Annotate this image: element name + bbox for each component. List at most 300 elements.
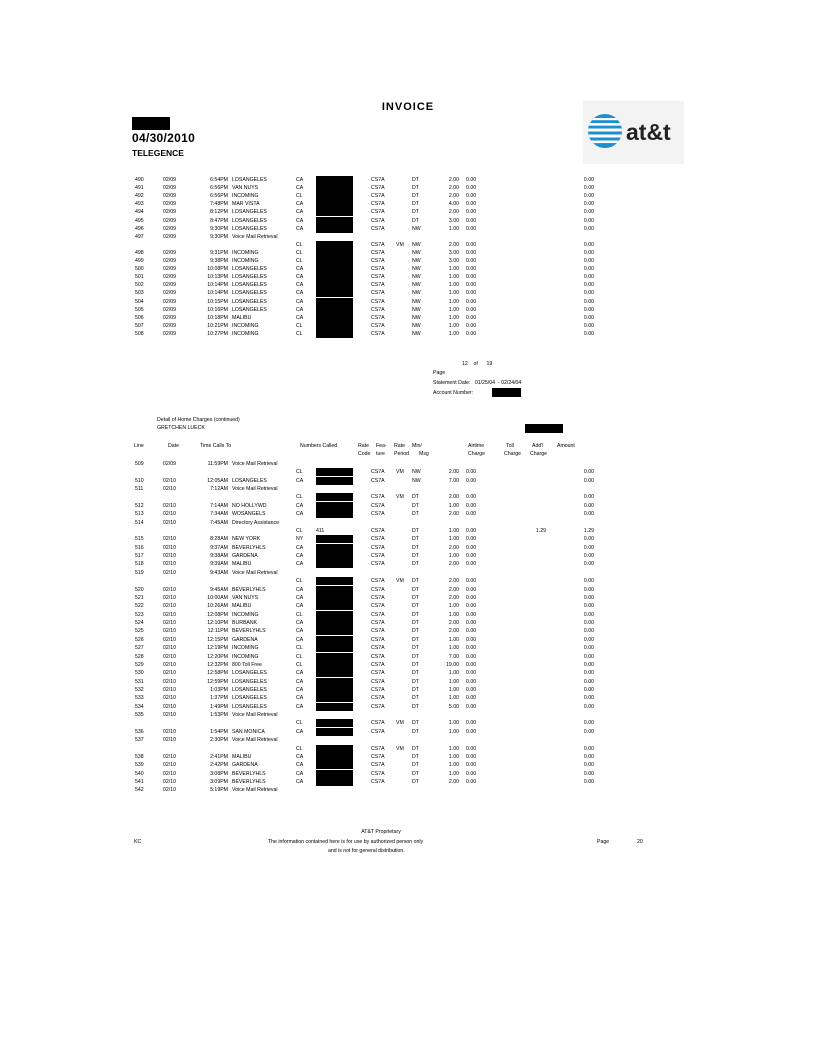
redacted-number (316, 761, 353, 769)
cell-calls-to: LOSANGELES (232, 217, 267, 224)
cell-date: 02/10 (163, 728, 176, 735)
cell-state: CA (296, 770, 304, 777)
table-row (0, 298, 816, 306)
table-row (0, 200, 816, 208)
cell-min-msg: 1.00 (448, 274, 459, 281)
cell-date: 02/09 (163, 266, 176, 273)
cell-amount: 0.00 (583, 266, 594, 273)
cell-calls-to: GARDENA (232, 553, 258, 560)
cell-state: CL (296, 661, 303, 668)
cell-rate-code: CS7A (371, 770, 385, 777)
table-row (0, 289, 816, 297)
cell-amount: 0.00 (583, 314, 594, 321)
cell-amount: 0.00 (583, 678, 594, 685)
cell-line: 504 (135, 298, 144, 305)
cell-rate-code: CS7A (371, 553, 385, 560)
cell-calls-to: INCOMING (232, 330, 259, 337)
cell-rate-period: DT (412, 511, 419, 518)
cell-date: 02/10 (163, 653, 176, 660)
table-row (0, 493, 816, 501)
cell-min-msg: 3.00 (448, 258, 459, 264)
redacted-number (316, 265, 353, 273)
cell-rate-code: CS7A (371, 536, 385, 543)
cell-line: 492 (135, 193, 144, 200)
cell-time: 9:30PM (210, 233, 228, 240)
cell-time: 10:14PM (207, 290, 228, 297)
cell-calls-to: LOSANGELES (232, 477, 267, 484)
cell-state: CA (296, 511, 304, 518)
cell-time: 3:09PM (210, 779, 228, 786)
cell-amount: 0.00 (583, 177, 594, 183)
cell-line: 539 (135, 762, 144, 769)
cell-amount: 0.00 (583, 469, 594, 476)
cell-state: CL (296, 645, 303, 652)
header-rate-code: Rate (358, 443, 369, 449)
cell-calls-to: Voice Mail Retrieval (232, 737, 278, 744)
att-logo (583, 101, 684, 164)
table-row (0, 736, 816, 744)
cell-time: 9:45AM (210, 586, 228, 593)
cell-rate-period: DT (412, 703, 419, 710)
cell-date: 02/10 (163, 519, 176, 526)
cell-rate-period: DT (412, 193, 419, 200)
redacted-number (316, 217, 353, 225)
cell-state: CL (296, 469, 303, 476)
table-row (0, 678, 816, 686)
cell-calls-to: LOSANGELES (232, 266, 267, 273)
cell-calls-to: Voice Mail Retrieval (232, 486, 278, 493)
cell-time: 2:42PM (210, 762, 228, 769)
cell-line: 529 (135, 661, 144, 668)
cell-date: 02/09 (163, 282, 176, 289)
cell-state: CL (296, 653, 303, 660)
cell-calls-to: MAR VISTA (232, 201, 260, 208)
cell-date: 02/09 (163, 330, 176, 337)
cell-min-msg: 1.00 (448, 527, 459, 534)
footer-info: The information contained here is for use by authorized person only (268, 839, 424, 845)
cell-time: 9:31PM (210, 249, 228, 256)
cell-line: 524 (135, 620, 144, 627)
cell-date: 02/09 (163, 290, 176, 297)
cell-date: 02/09 (163, 306, 176, 313)
cell-min-msg: 1.00 (448, 603, 459, 610)
cell-amount: 0.00 (583, 603, 594, 610)
cell-rate-period: DT (412, 177, 419, 183)
cell-min-msg: 1.00 (448, 762, 459, 769)
cell-amount: 0.00 (583, 249, 594, 256)
redacted-number (316, 611, 353, 619)
cell-rate-period: DT (412, 594, 419, 601)
table-row (0, 560, 816, 568)
cell-amount: 0.00 (583, 290, 594, 297)
cell-line: 490 (135, 177, 144, 183)
table-row (0, 745, 816, 753)
cell-line: 531 (135, 678, 144, 685)
table-row (0, 330, 816, 338)
cell-rate-code: CS7A (371, 745, 385, 752)
invoice-date: 04/30/2010 (132, 131, 196, 145)
cell-state: CL (296, 578, 303, 585)
table-row (0, 719, 816, 727)
cell-state: CL (296, 193, 303, 200)
cell-calls-to: LOSANGELES (232, 225, 267, 232)
cell-amount: 0.00 (583, 611, 594, 618)
cell-airtime: 0.00 (466, 628, 477, 635)
cell-min-msg: 1.00 (448, 645, 459, 652)
cell-airtime: 0.00 (466, 511, 477, 518)
cell-time: 9:37AM (210, 544, 228, 551)
cell-rate-code: CS7A (371, 185, 385, 192)
cell-min-msg: 19.00 (446, 661, 459, 668)
redacted-number (316, 273, 353, 281)
cell-line: 533 (135, 695, 144, 702)
cell-amount: 0.00 (583, 703, 594, 710)
cell-amount: 0.00 (583, 330, 594, 337)
cell-date: 02/10 (163, 594, 176, 601)
cell-feature: VM (396, 241, 404, 248)
table-row (0, 694, 816, 702)
cell-state: CA (296, 502, 304, 509)
cell-rate-period: DT (412, 686, 419, 693)
cell-min-msg: 1.00 (448, 678, 459, 685)
cell-airtime: 0.00 (466, 290, 477, 297)
cell-date: 02/10 (163, 502, 176, 509)
cell-rate-period: DT (412, 502, 419, 509)
company-name: TELEGENCE (132, 148, 184, 158)
cell-rate-period: DT (412, 628, 419, 635)
cell-amount: 0.00 (583, 745, 594, 752)
cell-rate-code: CS7A (371, 282, 385, 289)
cell-calls-to: BEVERLYHLS (232, 779, 266, 786)
cell-date: 02/10 (163, 645, 176, 652)
redacted-number (316, 306, 353, 314)
redacted-number (316, 653, 353, 661)
table-row (0, 249, 816, 257)
cell-state: CA (296, 728, 304, 735)
cell-date: 02/10 (163, 477, 176, 484)
redacted-number (316, 669, 353, 677)
cell-min-msg: 7.00 (448, 653, 459, 660)
redacted-number (316, 770, 353, 778)
customer-name: GRETCHEN LUECK (157, 425, 205, 431)
cell-amount: 0.00 (583, 753, 594, 760)
redacted-number (316, 535, 353, 543)
cell-rate-code: CS7A (371, 603, 385, 610)
cell-time: 6:56PM (210, 185, 228, 192)
cell-airtime: 0.00 (466, 274, 477, 281)
cell-time: 9:38PM (210, 258, 228, 264)
cell-line: 497 (135, 233, 144, 240)
cell-amount: 0.00 (583, 502, 594, 509)
cell-amount: 0.00 (583, 628, 594, 635)
cell-amount: 0.00 (583, 578, 594, 585)
cell-time: 10:00AM (207, 594, 228, 601)
table-row (0, 544, 816, 552)
cell-date: 02/09 (163, 322, 176, 329)
cell-airtime: 0.00 (466, 298, 477, 305)
cell-state: CA (296, 695, 304, 702)
redacted-number (316, 719, 353, 727)
cell-rate-period: DT (412, 561, 419, 568)
cell-rate-period: NW (412, 298, 421, 305)
table-row (0, 314, 816, 322)
cell-rate-code: CS7A (371, 561, 385, 568)
cell-state: CA (296, 620, 304, 627)
redacted-block (132, 117, 170, 130)
cell-state: CL (296, 249, 303, 256)
cell-rate-period: NW (412, 330, 421, 337)
cell-amount: 0.00 (583, 298, 594, 305)
cell-calls-to: LOSANGELES (232, 678, 267, 685)
cell-rate-period: NW (412, 306, 421, 313)
cell-rate-code: CS7A (371, 177, 385, 183)
cell-calls-to: INCOMING (232, 249, 259, 256)
redacted-header-block (525, 424, 563, 433)
cell-airtime: 0.00 (466, 762, 477, 769)
cell-airtime: 0.00 (466, 177, 477, 183)
cell-rate-period: DT (412, 536, 419, 543)
cell-rate-period: DT (412, 620, 419, 627)
cell-state: CL (296, 241, 303, 248)
cell-min-msg: 1.00 (448, 306, 459, 313)
cell-amount: 0.00 (583, 779, 594, 786)
table-row (0, 306, 816, 314)
cell-min-msg: 1.00 (448, 330, 459, 337)
cell-calls-to: BEVERLYHLS (232, 544, 266, 551)
header-rate-period-2: Period (394, 451, 409, 457)
cell-calls-to: LOSANGELES (232, 177, 267, 183)
cell-rate-code: CS7A (371, 217, 385, 224)
cell-date: 02/10 (163, 787, 176, 794)
cell-date: 02/10 (163, 620, 176, 627)
cell-time: 1:37PM (210, 695, 228, 702)
cell-time: 9:38AM (210, 553, 228, 560)
redacted-number (316, 298, 353, 306)
cell-date: 02/10 (163, 770, 176, 777)
cell-min-msg: 1.00 (448, 282, 459, 289)
table-row (0, 519, 816, 527)
cell-time: 5:19PM (210, 787, 228, 794)
redacted-number (316, 594, 353, 602)
redacted-number (316, 176, 353, 184)
cell-rate-period: NW (412, 225, 421, 232)
cell-calls-to: Voice Mail Retrieval (232, 569, 278, 576)
redacted-number (316, 477, 353, 485)
att-logo-text: at&t (626, 119, 671, 145)
cell-line: 502 (135, 282, 144, 289)
cell-rate-period: DT (412, 670, 419, 677)
cell-time: 1:03PM (210, 686, 228, 693)
redacted-number (316, 281, 353, 289)
cell-min-msg: 3.00 (448, 217, 459, 224)
cell-min-msg: 2.00 (448, 511, 459, 518)
cell-rate-period: DT (412, 209, 419, 216)
cell-airtime: 0.00 (466, 185, 477, 192)
cell-amount: 0.00 (583, 217, 594, 224)
cell-airtime: 0.00 (466, 209, 477, 216)
cell-rate-period: DT (412, 494, 419, 501)
cell-rate-code: CS7A (371, 193, 385, 200)
cell-amount: 0.00 (583, 586, 594, 593)
table-row (0, 786, 816, 794)
cell-rate-period: NW (412, 274, 421, 281)
cell-state: CL (296, 258, 303, 264)
cell-addl-charge: 1.29 (535, 527, 546, 534)
cell-date: 02/10 (163, 486, 176, 493)
cell-rate-period: DT (412, 779, 419, 786)
cell-airtime: 0.00 (466, 753, 477, 760)
table-row (0, 611, 816, 619)
cell-feature: VM (396, 720, 404, 727)
cell-amount: 0.00 (583, 544, 594, 551)
cell-rate-period: DT (412, 544, 419, 551)
cell-state: CA (296, 477, 304, 484)
cell-rate-code: CS7A (371, 753, 385, 760)
cell-amount: 0.00 (583, 620, 594, 627)
cell-min-msg: 2.00 (448, 209, 459, 216)
table-row (0, 184, 816, 192)
cell-time: 7:34AM (210, 511, 228, 518)
cell-min-msg: 1.00 (448, 225, 459, 232)
header-airtime-2: Charge (468, 451, 486, 457)
cell-line: 513 (135, 511, 144, 518)
cell-state: CA (296, 544, 304, 551)
cell-calls-to: BEVERLYHLS (232, 628, 266, 635)
cell-airtime: 0.00 (466, 603, 477, 610)
cell-date: 02/09 (163, 274, 176, 281)
cell-state: CA (296, 290, 304, 297)
redacted-number (316, 586, 353, 594)
redacted-number (316, 314, 353, 322)
cell-rate-code: CS7A (371, 544, 385, 551)
cell-date: 02/10 (163, 536, 176, 543)
table-row (0, 552, 816, 560)
cell-calls-to: LOSANGELES (232, 282, 267, 289)
cell-line: 530 (135, 670, 144, 677)
cell-calls-to: 800 Toll Free (232, 661, 262, 668)
cell-rate-period: DT (412, 217, 419, 224)
cell-rate-period: DT (412, 201, 419, 208)
cell-airtime: 0.00 (466, 686, 477, 693)
table-row (0, 265, 816, 273)
header-numbers-called: Numbers Called (300, 443, 338, 449)
cell-rate-period: NW (412, 258, 421, 264)
cell-calls-to: GARDENA (232, 636, 258, 643)
cell-rate-code: CS7A (371, 249, 385, 256)
cell-line: 508 (135, 330, 144, 337)
cell-min-msg: 2.00 (448, 578, 459, 585)
cell-min-msg: 1.00 (448, 298, 459, 305)
table-row (0, 661, 816, 669)
cell-state: CA (296, 298, 304, 305)
cell-line: 512 (135, 502, 144, 509)
cell-time: 10:14PM (207, 282, 228, 289)
cell-line: 540 (135, 770, 144, 777)
cell-calls-to: INCOMING (232, 258, 259, 264)
invoice-title: INVOICE (381, 101, 435, 113)
table-row (0, 577, 816, 585)
footer-page-label: Page (597, 839, 610, 845)
cell-rate-period: DT (412, 645, 419, 652)
cell-time: 12:58PM (207, 670, 228, 677)
table-row (0, 770, 816, 778)
cell-min-msg: 2.00 (448, 177, 459, 183)
cell-amount: 0.00 (583, 185, 594, 192)
table-row (0, 753, 816, 761)
cell-min-msg: 2.00 (448, 628, 459, 635)
cell-rate-period: DT (412, 636, 419, 643)
cell-line: 527 (135, 645, 144, 652)
cell-time: 2:41PM (210, 753, 228, 760)
cell-state: CA (296, 225, 304, 232)
cell-rate-period: DT (412, 678, 419, 685)
cell-airtime: 0.00 (466, 193, 477, 200)
cell-rate-code: CS7A (371, 611, 385, 618)
table-row (0, 273, 816, 281)
cell-min-msg: 7.00 (448, 477, 459, 484)
cell-date: 02/10 (163, 636, 176, 643)
cell-min-msg: 1.00 (448, 753, 459, 760)
cell-amount: 0.00 (583, 225, 594, 232)
cell-airtime: 0.00 (466, 494, 477, 501)
cell-state: NY (296, 536, 304, 543)
cell-line: 514 (135, 519, 144, 526)
cell-amount: 0.00 (583, 258, 594, 264)
table-row (0, 460, 816, 468)
cell-line: 505 (135, 306, 144, 313)
cell-min-msg: 1.00 (448, 322, 459, 329)
cell-min-msg: 2.00 (448, 561, 459, 568)
cell-line: 500 (135, 266, 144, 273)
cell-time: 8:12PM (210, 209, 228, 216)
table-row (0, 192, 816, 200)
cell-min-msg: 1.00 (448, 636, 459, 643)
table-row (0, 477, 816, 485)
redacted-number (316, 703, 353, 711)
cell-rate-code: CS7A (371, 728, 385, 735)
cell-rate-code: CS7A (371, 661, 385, 668)
cell-amount: 0.00 (583, 695, 594, 702)
header-date: Date (168, 443, 179, 449)
cell-calls-to: INCOMING (232, 653, 259, 660)
cell-min-msg: 1.00 (448, 290, 459, 297)
cell-rate-code: CS7A (371, 620, 385, 627)
cell-amount: 0.00 (583, 306, 594, 313)
header-rate-code-2: Code (358, 451, 371, 457)
cell-rate-code: CS7A (371, 578, 385, 585)
cell-airtime: 0.00 (466, 670, 477, 677)
cell-time: 9:43AM (210, 569, 228, 576)
redacted-number (316, 552, 353, 560)
cell-rate-period: DT (412, 720, 419, 727)
cell-calls-to: BURBANK (232, 620, 258, 627)
cell-airtime: 0.00 (466, 620, 477, 627)
table-row (0, 510, 816, 518)
cell-time: 12:32PM (207, 661, 228, 668)
cell-state: CL (296, 720, 303, 727)
cell-state: CA (296, 753, 304, 760)
cell-line: 498 (135, 249, 144, 256)
redacted-number (316, 577, 353, 585)
cell-amount: 0.00 (583, 770, 594, 777)
cell-state: CA (296, 266, 304, 273)
cell-min-msg: 5.00 (448, 703, 459, 710)
cell-line: 541 (135, 779, 144, 786)
cell-state: CA (296, 553, 304, 560)
footer-code: KC (134, 839, 142, 845)
cell-state: CA (296, 274, 304, 281)
header-addl: Add'l (532, 443, 544, 449)
